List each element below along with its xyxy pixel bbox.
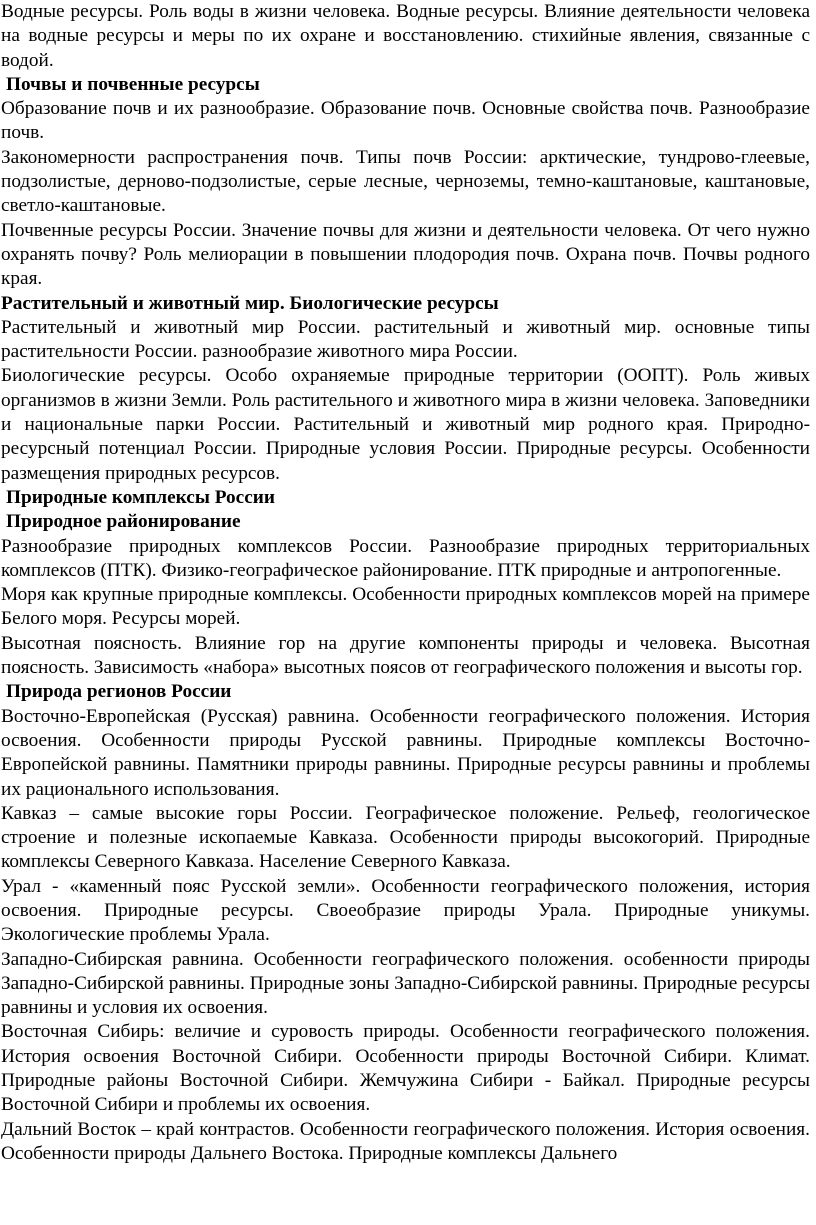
heading-regions: Природа регионов России <box>6 681 232 703</box>
paragraph-soil-distribution: Закономерности распространения почв. Типы почв России: арктические, тундрово-глеевые, подзолистые, дерново-подзолистые, серые лесные, черноземы, темно-каштановые, каштановые, светло-каштановые. <box>1 146 810 217</box>
heading-natural-complexes: Природные комплексы России <box>6 486 276 508</box>
paragraph-soil-formation: Образование почв и их разнообразие. Образование почв. Основные свойства почв. Разнообразие почв. <box>1 98 810 144</box>
paragraph-biological-resources: Биологические ресурсы. Особо охраняемые природные территории (ООПТ). Роль живых организмов в жизни Земли. Роль растительного и животного мира в жизни человека. Заповедники и национальные парки России. Растительный и животный мир родного края. Природно-ресурсный потенциал России. Природные условия России. Природные ресурсы. Особенности размещения природных ресурсов. <box>1 365 810 484</box>
paragraph-altitudinal-zonation: Высотная поясность. Влияние гор на другие компоненты природы и человека. Высотная поясность. Зависимость «набора» высотных поясов от географического положения и высоты гор. <box>1 632 810 679</box>
paragraph-soil-resources: Почвенные ресурсы России. Значение почвы для жизни и деятельности человека. От чего нужно охранять почву? Роль мелиорации в повышении плодородия почв. Охрана почв. Почвы родного края. <box>1 219 810 290</box>
heading-soils: Почвы и почвенные ресурсы <box>6 73 260 95</box>
paragraph-seas: Моря как крупные природные комплексы. Особенности природных комплексов морей на примере Белого моря. Ресурсы морей. <box>1 584 810 630</box>
heading-flora-fauna: Растительный и животный мир. Биологические ресурсы <box>1 292 499 314</box>
paragraph-caucasus: Кавказ – самые высокие горы России. Географическое положение. Рельеф, геологическое строение и полезные ископаемые Кавказа. Особенности природы высокогорий. Природные комплексы Северного Кавказа. Население Северного Кавказа. <box>1 802 810 873</box>
heading-natural-zoning: Природное районирование <box>6 511 241 533</box>
paragraph-complex-diversity: Разнообразие природных комплексов России. Разнообразие природных территориальных комплексов (ПТК). Физико-географическое районирование. ПТК природные и антропогенные. <box>1 535 810 581</box>
paragraph-ural: Урал - «каменный пояс Русской земли». Особенности географического положения, история освоения. Природные ресурсы. Своеобразие природы Урала. Природные уникумы. Экологические проблемы Урала. <box>1 875 810 946</box>
paragraph-far-east: Дальний Восток – край контрастов. Особенности географического положения. История освоения. Особенности природы Дальнего Востока. Природные комплексы Дальнего <box>1 1118 810 1164</box>
paragraph-flora-fauna-russia: Растительный и животный мир России. растительный и животный мир. основные типы растительности России. разнообразие животного мира России. <box>1 316 810 363</box>
paragraph-east-european-plain: Восточно-Европейская (Русская) равнина. Особенности географического положения. История освоения. Особенности природы Русской равнины. Природные комплексы Восточно-Европейской равнины. Памятники природы равнины. Природные ресурсы равнины и проблемы их рационального использования. <box>1 705 810 800</box>
paragraph-water-resources: Водные ресурсы. Роль воды в жизни человека. Водные ресурсы. Влияние деятельности человека на водные ресурсы и меры по их охране и восстановлению. стихийные явления, связанные с водой. <box>1 1 810 71</box>
paragraph-west-siberian-plain: Западно-Сибирская равнина. Особенности географического положения. особенности природы Западно-Сибирской равнины. Природные зоны Западно-Сибирской равнины. Природные ресурсы равнины и условия их освоения. <box>1 948 810 1019</box>
paragraph-east-siberia: Восточная Сибирь: величие и суровость природы. Особенности географического положения. История освоения Восточной Сибири. Особенности природы Восточной Сибири. Климат. Природные районы Восточной Сибири. Жемчужина Сибири - Байкал. Природные ресурсы Восточной Сибири и проблемы их освоения. <box>1 1021 810 1116</box>
